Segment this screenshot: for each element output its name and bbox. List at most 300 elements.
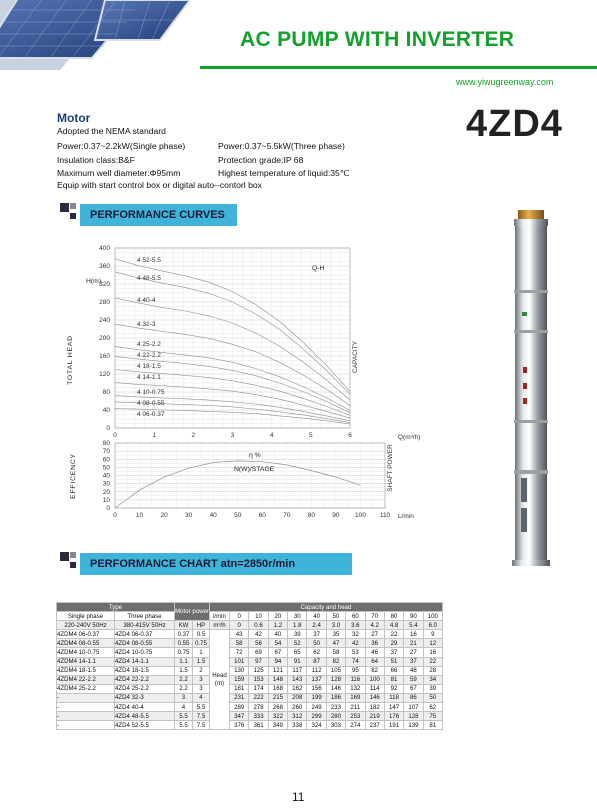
cell-head: 159 xyxy=(230,675,249,684)
cell-head: 37 xyxy=(384,648,403,657)
cell-head: 87 xyxy=(307,657,326,666)
lmin-value: 80 xyxy=(384,612,403,621)
cell-head: 156 xyxy=(307,684,326,693)
cell-head: 16 xyxy=(404,630,423,639)
y-tick-label: 320 xyxy=(99,281,110,288)
spec-power-three: Power:0.37~5.5kW(Three phase) xyxy=(218,141,345,151)
lmin-value: 90 xyxy=(404,612,423,621)
cell-head: 107 xyxy=(404,703,423,712)
cell-head: 139 xyxy=(404,721,423,730)
cell-head: 50 xyxy=(423,693,442,702)
cell-single: 4ZDM4 14-1.1 xyxy=(57,657,115,666)
table-row xyxy=(57,721,443,730)
qh-curve xyxy=(115,347,350,411)
cell-head: 92 xyxy=(384,684,403,693)
y-tick-label: 360 xyxy=(99,263,110,270)
cell-head: 46 xyxy=(365,648,384,657)
cell-head: 148 xyxy=(268,675,287,684)
cell-head: 174 xyxy=(249,684,268,693)
cell-head: 208 xyxy=(288,693,307,702)
cell-head: 347 xyxy=(230,712,249,721)
cell-head: 62 xyxy=(423,703,442,712)
banner-square-icon xyxy=(60,552,69,561)
cell-kw: 0.75 xyxy=(175,648,193,657)
cell-head: 361 xyxy=(249,721,268,730)
cell-head: 168 xyxy=(268,684,287,693)
cell-kw: 5.5 xyxy=(175,721,193,730)
cell-kw: 5.5 xyxy=(175,712,193,721)
cell-head: 260 xyxy=(288,703,307,712)
cell-head: 75 xyxy=(423,712,442,721)
cell-head: 338 xyxy=(288,721,307,730)
cell-head: 86 xyxy=(404,693,423,702)
y-tick-label: 20 xyxy=(102,488,110,496)
cell-head: 37 xyxy=(307,630,326,639)
m3h-value: 0.6 xyxy=(249,621,268,630)
cell-head: 121 xyxy=(268,666,287,675)
cell-three: 4ZD4 06-0.37 xyxy=(115,630,175,639)
spec-power-single: Power:0.37~2.2kW(Single phase) xyxy=(57,141,186,151)
cell-head: 35 xyxy=(326,630,345,639)
cell-head: 376 xyxy=(230,721,249,730)
cell-three: 4ZD4 52-5.5 xyxy=(115,721,175,730)
y-tick-label: 10 xyxy=(102,496,110,504)
motor-power-header: Motor power xyxy=(175,603,210,621)
cell-head: 186 xyxy=(326,693,345,702)
table-row xyxy=(57,639,443,648)
cell-head: 51 xyxy=(384,657,403,666)
cell-kw: 0.37 xyxy=(175,630,193,639)
cell-head: 53 xyxy=(346,648,365,657)
curve-tag: η % xyxy=(249,452,261,459)
performance-table xyxy=(56,602,443,730)
y-axis-label: EFFICENCY xyxy=(70,453,77,499)
cell-head: 34 xyxy=(423,675,442,684)
y-tick-label: 0 xyxy=(106,505,110,512)
cell-head: 74 xyxy=(346,657,365,666)
lmin-value: 0 xyxy=(230,612,249,621)
cell-head: 182 xyxy=(365,703,384,712)
x-tick-label: 3 xyxy=(230,432,235,439)
table-row xyxy=(57,712,443,721)
right-axis-label: CAPACITY xyxy=(352,340,359,374)
cell-hp: 5.5 xyxy=(193,703,210,712)
qh-curve xyxy=(115,298,350,400)
x-tick-label: 0 xyxy=(113,512,117,519)
cell-three: 4ZD4 10-0.75 xyxy=(115,648,175,657)
x-tick-label: 90 xyxy=(332,512,340,519)
cell-hp: 7.5 xyxy=(193,712,210,721)
table-row xyxy=(57,703,443,712)
cell-head: 349 xyxy=(268,721,287,730)
cell-head: 42 xyxy=(249,630,268,639)
cell-head: 222 xyxy=(249,693,268,702)
m3h-value: 3.0 xyxy=(326,621,345,630)
x-tick-label: 100 xyxy=(355,512,366,519)
table-row xyxy=(57,684,443,693)
cell-head: 299 xyxy=(307,712,326,721)
cell-head: 67 xyxy=(268,648,287,657)
spec-insulation: Insulation class:B&F xyxy=(57,155,135,165)
cell-single: - xyxy=(57,693,115,702)
curve-tag: N(W)/STAGE xyxy=(234,466,275,473)
cell-head: 40 xyxy=(268,630,287,639)
cell-single: 4ZDM4 22-2.2 xyxy=(57,675,115,684)
cell-head: 62 xyxy=(307,648,326,657)
qh-curve xyxy=(115,272,350,394)
qh-curve xyxy=(115,370,350,416)
page-title: AC PUMP WITH INVERTER xyxy=(240,28,515,51)
banner-square-icon xyxy=(70,213,76,219)
cell-head: 27 xyxy=(404,648,423,657)
y-unit-label: H(m) xyxy=(86,278,102,285)
x-tick-label: 40 xyxy=(209,512,217,519)
qh-curve xyxy=(115,409,350,424)
curve-label: 4 14-1.1 xyxy=(137,374,161,381)
model-number: 4ZD4 xyxy=(466,103,563,145)
cell-head: 100 xyxy=(365,675,384,684)
cell-three: 4ZD4 14-1.1 xyxy=(115,657,175,666)
cell-hp: 4 xyxy=(193,693,210,702)
table-row xyxy=(57,693,443,702)
cell-head: 82 xyxy=(365,666,384,675)
cell-head: 324 xyxy=(307,721,326,730)
cell-head: 176 xyxy=(384,712,403,721)
curve-label: 4 25-2.2 xyxy=(137,341,161,348)
spec-diameter: Maximum well diameter:Φ95mm xyxy=(57,168,181,178)
cell-head: 125 xyxy=(249,666,268,675)
cell-head: 130 xyxy=(230,666,249,675)
cell-head: 94 xyxy=(268,657,287,666)
y-tick-label: 120 xyxy=(99,371,110,378)
cell-single: 4ZDM4 10-0.75 xyxy=(57,648,115,657)
spec-equip: Equip with start control box or digital auto--contorl box xyxy=(57,180,262,190)
cell-kw: 0.55 xyxy=(175,639,193,648)
cell-head: 128 xyxy=(404,712,423,721)
spec-temperature: Highest temperature of liquid:35℃ xyxy=(218,168,350,178)
hp-unit: HP xyxy=(193,621,210,630)
cell-head: 153 xyxy=(249,675,268,684)
m3h-value: 3.6 xyxy=(346,621,365,630)
m3h-value: 4.2 xyxy=(365,621,384,630)
x-tick-label: 30 xyxy=(185,512,193,519)
banner-square-icon xyxy=(60,203,69,212)
cell-head: 58 xyxy=(230,639,249,648)
cell-head: 231 xyxy=(230,693,249,702)
m3h-value: 5.4 xyxy=(404,621,423,630)
cell-head: 101 xyxy=(230,657,249,666)
qh-curve xyxy=(115,383,350,419)
page-number: 11 xyxy=(292,790,305,804)
cell-head: 117 xyxy=(288,666,307,675)
cell-head: 146 xyxy=(365,693,384,702)
cell-head: 72 xyxy=(230,648,249,657)
plot-frame xyxy=(115,443,385,508)
x-tick-label: 6 xyxy=(348,432,352,439)
y-tick-label: 240 xyxy=(99,317,110,324)
cell-head: 249 xyxy=(307,703,326,712)
type-header: Type xyxy=(57,603,175,612)
plot-frame xyxy=(115,248,350,428)
qh-curve xyxy=(115,402,350,423)
cell-head: 146 xyxy=(326,684,345,693)
curve-label: 4 32-3 xyxy=(137,321,156,328)
cell-head: 28 xyxy=(423,666,442,675)
table-row xyxy=(57,630,443,639)
cell-head: 219 xyxy=(365,712,384,721)
cell-head: 58 xyxy=(326,648,345,657)
lmin-value: 50 xyxy=(326,612,345,621)
cell-head: 48 xyxy=(404,666,423,675)
cell-head: 181 xyxy=(230,684,249,693)
cell-head: 97 xyxy=(249,657,268,666)
cell-head: 39 xyxy=(423,684,442,693)
curve-label: 4 22-2.2 xyxy=(137,352,161,359)
banner-square-icon xyxy=(70,552,76,558)
curve-label: 4 10-0.75 xyxy=(137,389,165,396)
cell-single: - xyxy=(57,703,115,712)
banner-square-icon xyxy=(70,562,76,568)
x-tick-label: 110 xyxy=(379,512,391,519)
y-tick-label: 280 xyxy=(99,299,110,306)
y-tick-label: 160 xyxy=(99,353,110,360)
cell-head: 16 xyxy=(423,648,442,657)
cell-head: 36 xyxy=(365,639,384,648)
cell-head: 64 xyxy=(365,657,384,666)
m3h-unit: m³/h xyxy=(210,621,230,630)
lmin-value: 60 xyxy=(346,612,365,621)
cell-head: 43 xyxy=(230,630,249,639)
cell-hp: 1.5 xyxy=(193,657,210,666)
lmin-value: 40 xyxy=(307,612,326,621)
kw-unit: KW xyxy=(175,621,193,630)
cell-head: 191 xyxy=(384,721,403,730)
cell-kw: 2.2 xyxy=(175,684,193,693)
cell-head: 116 xyxy=(346,675,365,684)
cell-head: 303 xyxy=(326,721,345,730)
cell-head: 162 xyxy=(288,684,307,693)
cell-head: 82 xyxy=(326,657,345,666)
x-tick-label: 5 xyxy=(309,432,313,439)
efficiency-curve xyxy=(115,461,361,508)
cell-three: 4ZD4 22-2.2 xyxy=(115,675,175,684)
cell-head: 42 xyxy=(346,639,365,648)
cell-head: 29 xyxy=(384,639,403,648)
cell-head: 278 xyxy=(249,703,268,712)
cell-kw: 4 xyxy=(175,703,193,712)
x-tick-label: 50 xyxy=(234,512,242,519)
y-tick-label: 50 xyxy=(102,464,110,472)
cell-head: 54 xyxy=(268,639,287,648)
cell-head: 91 xyxy=(288,657,307,666)
cell-single: 4ZDM4 06-0.37 xyxy=(57,630,115,639)
cell-head: 66 xyxy=(384,666,403,675)
curve-label: 4 48-5.5 xyxy=(137,275,161,282)
x-tick-label: 10 xyxy=(135,512,144,519)
head-label: Head (m) xyxy=(210,630,230,730)
curve-label: 4 40-4 xyxy=(137,297,156,304)
cell-head: 69 xyxy=(249,648,268,657)
table-row xyxy=(57,666,443,675)
website-link[interactable]: www.yiwugreenway.com xyxy=(456,77,554,87)
cell-three: 4ZD4 40-4 xyxy=(115,703,175,712)
curve-label: 4 06-0.37 xyxy=(137,411,165,418)
curve-label: 4 18-1.5 xyxy=(137,363,161,370)
m3h-value: 6.0 xyxy=(423,621,442,630)
spec-protection: Protection grade:IP 68 xyxy=(218,155,304,165)
qh-curve xyxy=(115,259,350,392)
cell-hp: 7.5 xyxy=(193,721,210,730)
table-row xyxy=(57,657,443,666)
cell-head: 215 xyxy=(268,693,287,702)
curves-banner-label: PERFORMANCE CURVES xyxy=(90,209,225,221)
cell-hp: 0.5 xyxy=(193,630,210,639)
cell-single: - xyxy=(57,712,115,721)
cell-head: 56 xyxy=(249,639,268,648)
chart-banner-label: PERFORMANCE CHART atn=2850r/min xyxy=(90,558,296,570)
capacity-header: Capacity and head xyxy=(210,603,443,612)
cell-kw: 1.1 xyxy=(175,657,193,666)
y-tick-label: 40 xyxy=(102,407,110,414)
cell-head: 333 xyxy=(249,712,268,721)
spec-nema: Adopted the NEMA standard xyxy=(57,126,166,136)
single-phase-header: Single phase xyxy=(57,612,115,621)
cell-head: 50 xyxy=(307,639,326,648)
cell-head: 95 xyxy=(346,666,365,675)
cell-head: 105 xyxy=(326,666,345,675)
cell-head: 81 xyxy=(384,675,403,684)
title-underline xyxy=(200,66,597,69)
m3h-value: 1.8 xyxy=(288,621,307,630)
cell-head: 253 xyxy=(346,712,365,721)
cell-head: 39 xyxy=(288,630,307,639)
y-tick-label: 60 xyxy=(102,456,110,464)
cell-three: 4ZD4 32-3 xyxy=(115,693,175,702)
x-tick-label: 80 xyxy=(307,512,315,519)
cell-single: 4ZDM4 18-1.5 xyxy=(57,666,115,675)
cell-head: 237 xyxy=(365,721,384,730)
cell-head: 27 xyxy=(365,630,384,639)
cell-head: 21 xyxy=(404,639,423,648)
motor-heading: Motor xyxy=(57,111,91,125)
y-tick-label: 80 xyxy=(102,440,110,447)
cell-head: 274 xyxy=(346,721,365,730)
cell-single: 4ZDM4 08-0.55 xyxy=(57,639,115,648)
cell-head: 268 xyxy=(268,703,287,712)
curve-label: 4 52-5.5 xyxy=(137,257,161,264)
table-row xyxy=(57,648,443,657)
y-tick-label: 200 xyxy=(99,335,110,342)
cell-single: 4ZDM4 25-2.2 xyxy=(57,684,115,693)
cell-head: 47 xyxy=(326,639,345,648)
x-tick-label: 70 xyxy=(283,512,291,519)
three-phase-voltage: 380-415V 50Hz xyxy=(115,621,175,630)
cell-single: - xyxy=(57,721,115,730)
y-axis-label: TOTAL HEAD xyxy=(67,335,74,385)
lmin-value: 70 xyxy=(365,612,384,621)
cell-head: 147 xyxy=(384,703,403,712)
qh-curve xyxy=(115,324,350,405)
cell-hp: 3 xyxy=(193,675,210,684)
cell-head: 22 xyxy=(384,630,403,639)
cell-head: 128 xyxy=(326,675,345,684)
cell-head: 59 xyxy=(404,675,423,684)
cell-head: 289 xyxy=(230,703,249,712)
m3h-value: 0 xyxy=(230,621,249,630)
cell-head: 9 xyxy=(423,630,442,639)
m3h-value: 1.2 xyxy=(268,621,287,630)
cell-head: 169 xyxy=(346,693,365,702)
cell-kw: 1.5 xyxy=(175,666,193,675)
lmin-unit: l/min xyxy=(210,612,230,621)
qh-curve xyxy=(115,396,350,421)
cell-hp: 0.75 xyxy=(193,639,210,648)
x-tick-label: 1 xyxy=(152,432,156,439)
right-axis-label: SHAFT POWER xyxy=(387,444,394,492)
lmin-value: 20 xyxy=(268,612,287,621)
cell-head: 12 xyxy=(423,639,442,648)
cell-head: 143 xyxy=(288,675,307,684)
x-axis-label: Q(m³/h) xyxy=(398,434,421,441)
cell-head: 67 xyxy=(404,684,423,693)
x-axis-label: L/min xyxy=(398,513,414,520)
lmin-value: 100 xyxy=(423,612,442,621)
cell-head: 118 xyxy=(384,693,403,702)
lmin-value: 30 xyxy=(288,612,307,621)
cell-head: 280 xyxy=(326,712,345,721)
three-phase-header: Three phase xyxy=(115,612,175,621)
qh-curve xyxy=(115,356,350,412)
cell-hp: 2 xyxy=(193,666,210,675)
curve-label: 4 08-0.55 xyxy=(137,400,165,407)
lmin-value: 10 xyxy=(249,612,268,621)
cell-three: 4ZD4 25-2.2 xyxy=(115,684,175,693)
cell-head: 37 xyxy=(404,657,423,666)
cell-kw: 3 xyxy=(175,693,193,702)
m3h-value: 4.8 xyxy=(384,621,403,630)
curve-tag: Q-H xyxy=(312,265,325,272)
cell-head: 32 xyxy=(346,630,365,639)
cell-head: 52 xyxy=(288,639,307,648)
x-tick-label: 0 xyxy=(113,432,117,439)
banner-square-icon xyxy=(70,203,76,209)
cell-head: 211 xyxy=(346,703,365,712)
y-tick-label: 0 xyxy=(106,425,110,432)
cell-head: 22 xyxy=(423,657,442,666)
cell-head: 112 xyxy=(307,666,326,675)
cell-head: 312 xyxy=(288,712,307,721)
cell-three: 4ZD4 18-1.5 xyxy=(115,666,175,675)
y-tick-label: 30 xyxy=(102,480,110,488)
cell-head: 137 xyxy=(307,675,326,684)
x-tick-label: 60 xyxy=(258,512,266,519)
cell-head: 81 xyxy=(423,721,442,730)
solar-panel-image xyxy=(0,0,190,70)
cell-hp: 1 xyxy=(193,648,210,657)
cell-head: 322 xyxy=(268,712,287,721)
y-tick-label: 400 xyxy=(99,245,110,252)
y-tick-label: 70 xyxy=(102,448,110,456)
x-tick-label: 20 xyxy=(160,512,168,519)
x-tick-label: 2 xyxy=(191,432,196,439)
cell-three: 4ZD4 08-0.55 xyxy=(115,639,175,648)
cell-head: 114 xyxy=(365,684,384,693)
cell-head: 65 xyxy=(288,648,307,657)
cell-head: 199 xyxy=(307,693,326,702)
x-tick-label: 4 xyxy=(269,432,274,439)
table-row xyxy=(57,675,443,684)
single-phase-voltage: 220-240V 50Hz xyxy=(57,621,115,630)
